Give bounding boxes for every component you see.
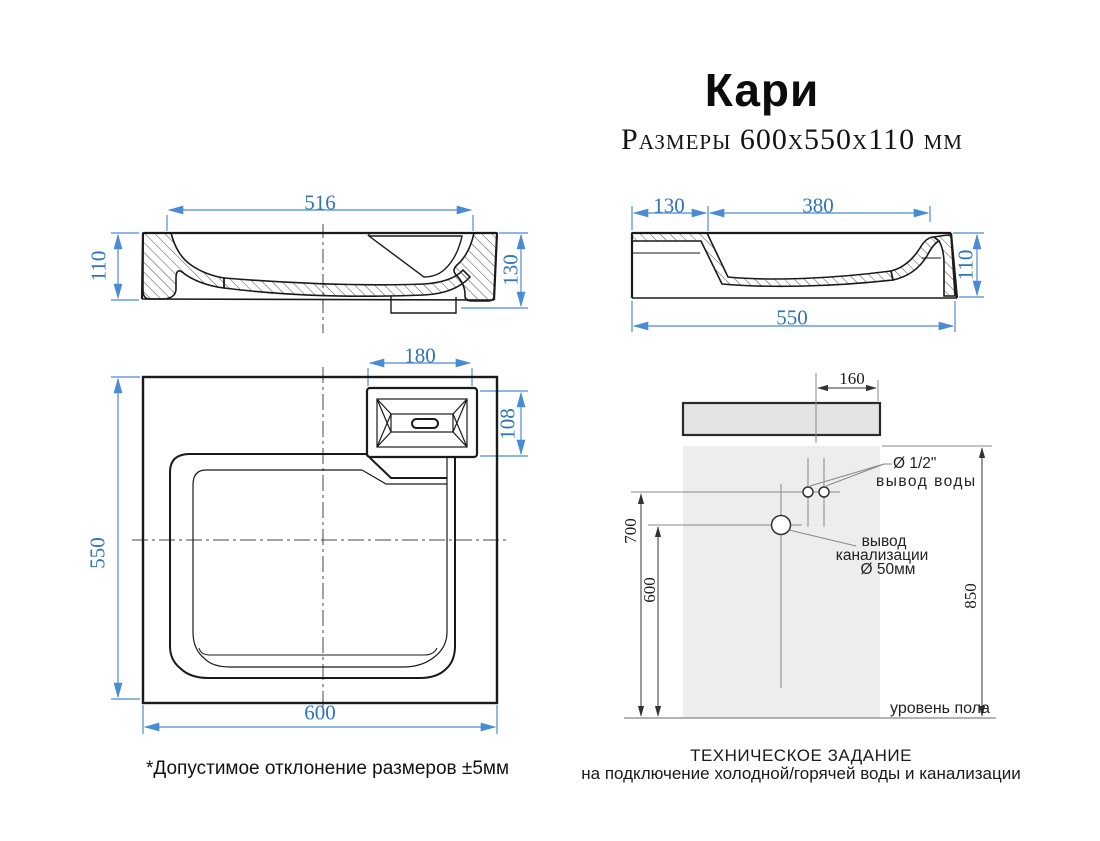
- dim-side-height: 110: [953, 249, 978, 281]
- drain-label-line2: канализации: [835, 547, 929, 564]
- floor-level-label: уровень пола: [890, 700, 990, 717]
- dim-side-back-ledge: 130: [653, 193, 685, 218]
- water-outlet-right: [819, 487, 829, 497]
- installation-diagram: [624, 373, 996, 718]
- dim-install-drain-height: 600: [640, 577, 659, 603]
- water-outlet-left: [803, 487, 813, 497]
- water-size-label: Ø 1/2": [893, 455, 937, 472]
- page-subtitle: Размеры 600х550х110 мм: [621, 123, 963, 156]
- front-view-body: [142, 233, 497, 313]
- overflow-slot: [412, 419, 438, 428]
- side-view-body: [632, 233, 957, 298]
- page-title: Кари: [704, 64, 820, 116]
- caption-text: на подключение холодной/горячей воды и канализации: [581, 764, 1021, 783]
- dim-front-basin-width: 516: [304, 190, 336, 215]
- front-view-drawing: [111, 210, 528, 333]
- dim-top-tap-width: 180: [404, 343, 436, 368]
- side-view-drawing: [632, 206, 984, 332]
- drain-label-line1: вывод: [861, 533, 907, 550]
- top-view-drawing: [111, 363, 528, 734]
- dim-front-height-left: 110: [86, 250, 111, 282]
- dim-install-water-height: 700: [621, 518, 640, 544]
- dim-top-tap-depth: 108: [495, 408, 520, 440]
- side-view-dimension-lines: [632, 206, 984, 332]
- water-outlet-label: вывод воды: [876, 473, 977, 490]
- sink-profile: [683, 403, 880, 435]
- dim-install-overall-height: 850: [961, 583, 980, 609]
- dim-top-width: 600: [304, 700, 336, 725]
- dim-side-basin-opening: 380: [802, 193, 834, 218]
- dim-top-depth: 550: [85, 537, 110, 569]
- caption-title: ТЕХНИЧЕСКОЕ ЗАДАНИЕ: [690, 746, 912, 765]
- dim-side-depth: 550: [776, 305, 808, 330]
- dim-front-height-right: 130: [498, 254, 523, 286]
- tolerance-note: *Допустимое отклонение размеров ±5мм: [146, 758, 510, 779]
- drain-outlet: [772, 516, 791, 535]
- drain-size-label: Ø 50мм: [860, 561, 916, 578]
- dim-install-tap-offset: 160: [839, 369, 865, 388]
